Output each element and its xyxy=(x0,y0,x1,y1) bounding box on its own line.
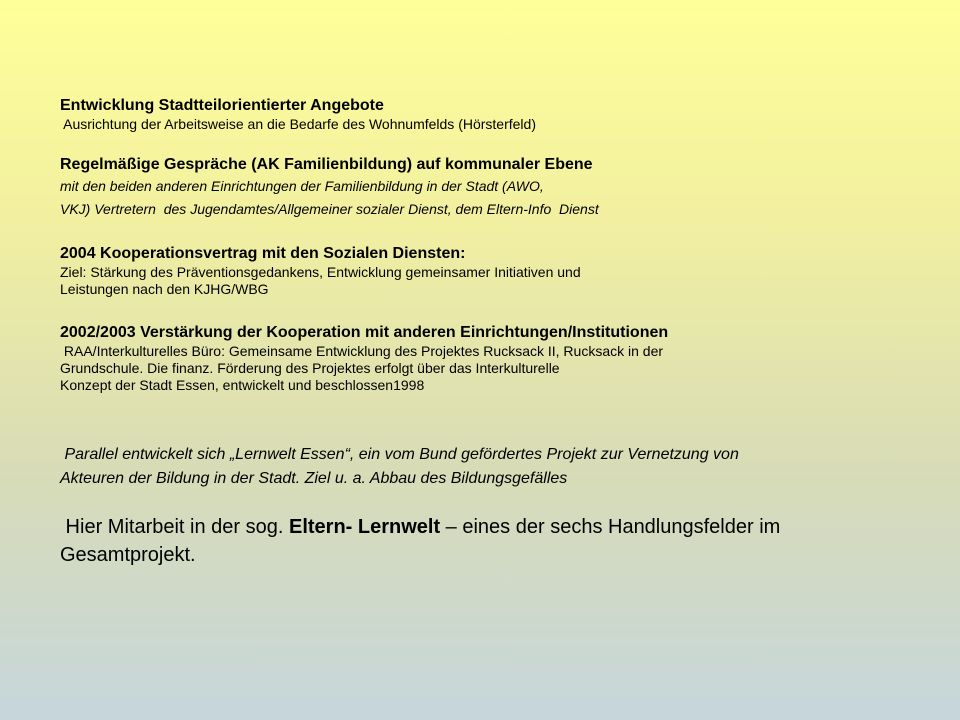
section-text: Akteuren der Bildung in der Stadt. Ziel u. a. Abbau des Bildungsgefälles xyxy=(60,470,568,487)
section-text: Konzept der Stadt Essen, entwickelt und beschlossen1998 xyxy=(60,377,425,393)
section-gespraeche xyxy=(60,155,920,221)
section-text: Ausrichtung der Arbeitsweise an die Bedarfe des Wohnumfelds (Hörsterfeld) xyxy=(60,116,536,132)
section-mitarbeit xyxy=(60,513,920,569)
section-heading: 2004 Kooperationsvertrag mit den Sozialen Diensten: xyxy=(60,245,466,262)
section-heading: Regelmäßige Gespräche (AK Familienbildung) auf kommunaler Ebene xyxy=(60,156,593,173)
text-suffix: – eines der sechs Handlungsfelder im xyxy=(440,516,781,538)
section-verstaerkung xyxy=(60,323,920,394)
section-text: mit den beiden anderen Einrichtungen der Familienbildung in der Stadt (AWO, xyxy=(60,178,544,194)
text-prefix: Hier Mitarbeit in der sog. xyxy=(60,516,289,538)
section-stadtteil xyxy=(60,96,920,133)
slide xyxy=(60,0,920,720)
section-lernwelt xyxy=(60,443,920,491)
section-text: Gesamtprojekt. xyxy=(60,544,196,566)
section-text xyxy=(60,513,920,541)
section-kooperationsvertrag xyxy=(60,244,920,298)
section-text: Ziel: Stärkung des Präventionsgedankens, Entwicklung gemeinsamer Initiativen und xyxy=(60,264,581,280)
section-text: RAA/Interkulturelles Büro: Gemeinsame Entwicklung des Projektes Rucksack II, Rucksack in der xyxy=(60,343,664,359)
section-heading: Entwicklung Stadtteilorientierter Angebote xyxy=(60,97,384,114)
section-text: Leistungen nach den KJHG/WBG xyxy=(60,281,269,297)
section-text: VKJ) Vertretern des Jugendamtes/Allgemeiner sozialer Dienst, dem Eltern-Info Dienst xyxy=(60,201,599,217)
section-heading: 2002/2003 Verstärkung der Kooperation mit anderen Einrichtungen/Institutionen xyxy=(60,324,669,341)
section-text: Parallel entwickelt sich „Lernwelt Essen“, ein vom Bund gefördertes Projekt zur Vernetzung von xyxy=(60,446,739,463)
text-bold: Eltern- Lernwelt xyxy=(288,516,441,538)
section-text: Grundschule. Die finanz. Förderung des Projektes erfolgt über das Interkulturelle xyxy=(60,360,560,376)
